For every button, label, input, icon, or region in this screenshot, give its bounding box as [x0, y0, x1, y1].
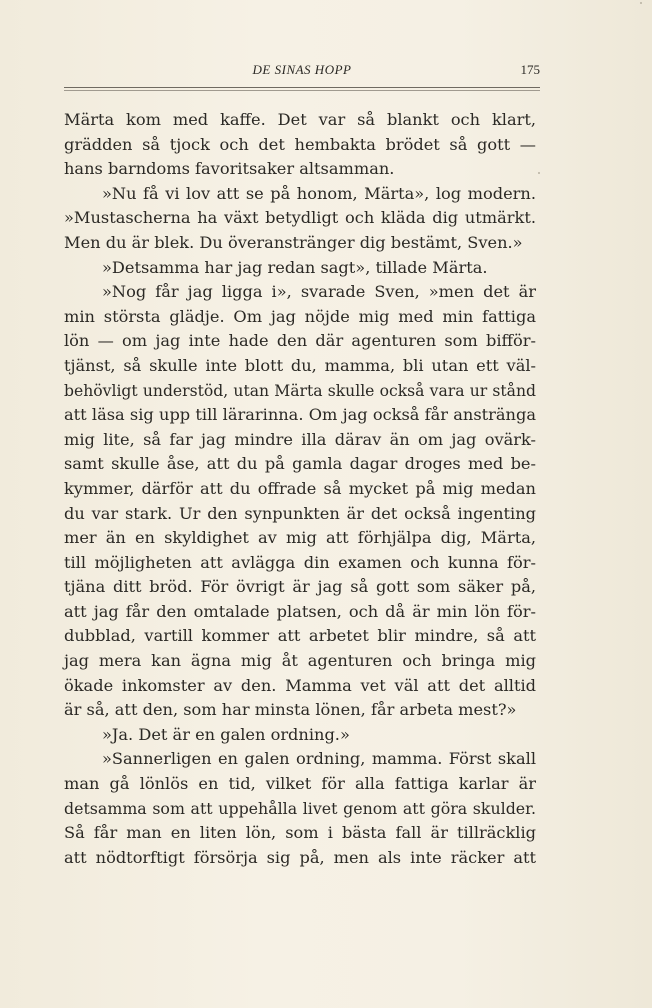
- text-line: samt skulle åse, att du på gamla dagar droges med be-: [64, 454, 536, 474]
- text-line: hans barndoms favoritsaker altsamman.: [64, 159, 395, 179]
- page-header: [64, 62, 540, 84]
- text-line: att jag får den omtalade platsen, och då är min lön för-: [64, 601, 536, 621]
- text-line: »Mustascherna ha växt betydligt och kläda dig utmärkt.: [64, 208, 536, 228]
- page-number: 175: [520, 62, 540, 77]
- text-line: detsamma som att uppehålla livet genom att göra skulder.: [64, 798, 536, 818]
- text-line: jag mera kan ägna mig åt agenturen och bringa mig: [64, 651, 536, 671]
- text-line: lön — om jag inte hade den där agenturen som bifför-: [64, 331, 536, 351]
- text-line: »Nog får jag ligga i», svarade Sven, »men det är: [102, 282, 536, 302]
- text-line: är så, att den, som har minsta lönen, får arbeta mest?»: [64, 700, 517, 720]
- text-line: att läsa sig upp till lärarinna. Om jag också får anstränga: [64, 405, 536, 425]
- text-line: man gå lönlös en tid, vilket för alla fattiga karlar är: [64, 774, 536, 794]
- text-line: till möjligheten att avlägga din examen och kunna för-: [64, 552, 536, 572]
- text-line: dubblad, vartill kommer att arbetet blir mindre, så att: [64, 626, 536, 646]
- header-rule: [64, 87, 540, 88]
- text-line: mig lite, så far jag mindre illa därav än om jag ovärk-: [64, 429, 536, 449]
- text-line: grädden så tjock och det hembakta brödet så gott —: [64, 134, 536, 154]
- paper-speck: [640, 2, 642, 4]
- text-line: »Sannerligen en galen ordning, mamma. Först skall: [102, 749, 536, 769]
- text-line: tjäna ditt bröd. För övrigt är jag så gott som säker på,: [64, 577, 536, 597]
- text-line: »Detsamma har jag redan sagt», tillade Märta.: [102, 257, 488, 277]
- text-line: att nödtorftigt försörja sig på, men als inte räcker att: [64, 847, 536, 867]
- running-title: DE SINAS HOPP: [252, 62, 352, 77]
- body-text: [64, 108, 536, 870]
- text-line: Så får man en liten lön, som i bästa fall är tillräcklig: [64, 823, 536, 843]
- text-line: Märta kom med kaffe. Det var så blankt och klart,: [64, 110, 536, 129]
- text-line: ökade inkomster av den. Mamma vet väl att det alltid: [64, 675, 536, 695]
- header-rule-secondary: [64, 90, 540, 91]
- text-line: Men du är blek. Du överanstränger dig bestämt, Sven.»: [64, 232, 523, 252]
- text-line: min största glädje. Om jag nöjde mig med min fattiga: [64, 306, 536, 326]
- text-line: mer än en skyldighet av mig att förhjälpa dig, Märta,: [64, 528, 536, 548]
- text-line: behövligt understöd, utan Märta skulle också vara ur stånd: [64, 381, 536, 400]
- text-line: »Ja. Det är en galen ordning.»: [102, 724, 350, 744]
- text-line: kymmer, därför att du offrade så mycket på mig medan: [64, 478, 536, 498]
- text-line: du var stark. Ur den synpunkten är det också ingenting: [64, 503, 536, 523]
- text-line: tjänst, så skulle inte blott du, mamma, bli utan ett väl-: [64, 355, 536, 375]
- paper-speck: [538, 172, 540, 174]
- text-line: »Nu få vi lov att se på honom, Märta», log modern.: [102, 183, 536, 203]
